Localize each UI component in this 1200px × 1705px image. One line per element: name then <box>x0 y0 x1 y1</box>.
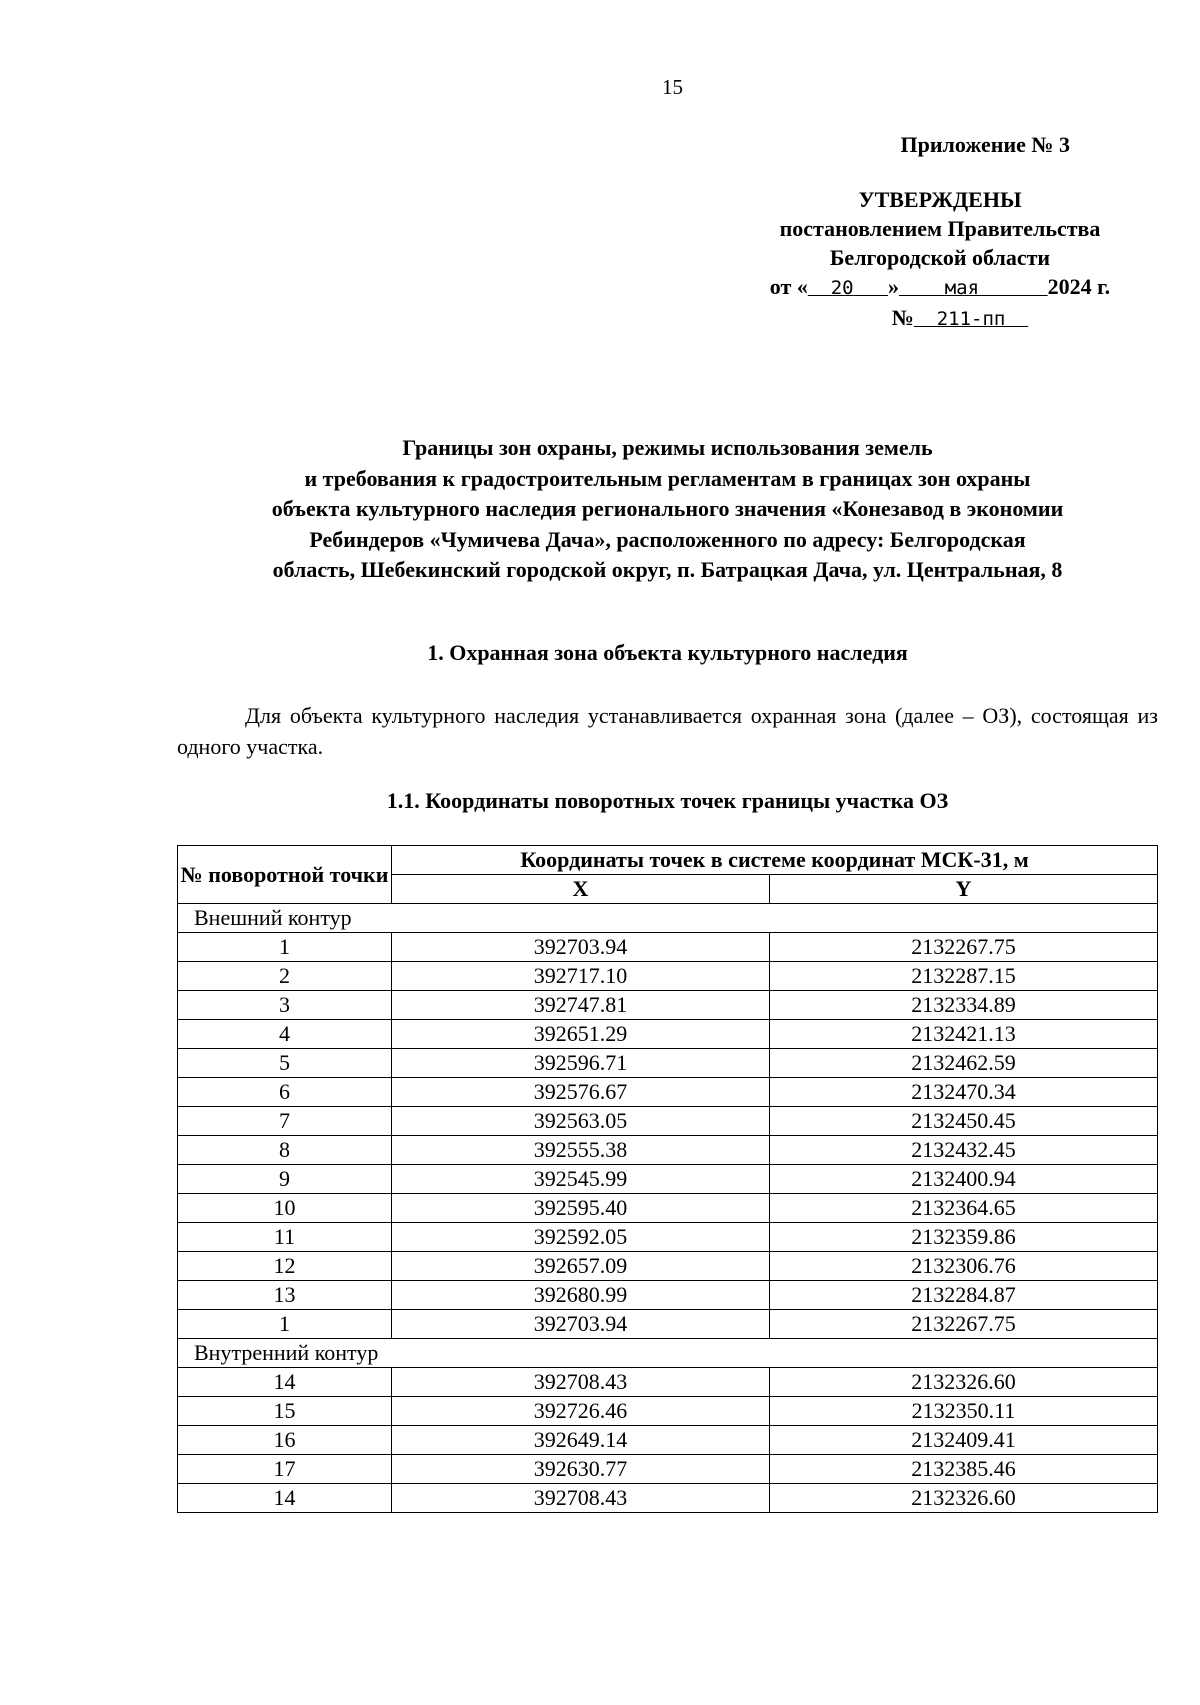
y-cell: 2132267.75 <box>770 1310 1158 1339</box>
y-cell: 2132385.46 <box>770 1455 1158 1484</box>
x-cell: 392726.46 <box>392 1397 770 1426</box>
table-row <box>178 1281 1158 1310</box>
point-number-cell: 14 <box>178 1484 392 1513</box>
x-cell: 392576.67 <box>392 1078 770 1107</box>
point-number-cell: 4 <box>178 1020 392 1049</box>
header-point-number: № поворотной точки <box>178 846 392 904</box>
point-number-cell: 14 <box>178 1368 392 1397</box>
point-number-cell: 6 <box>178 1078 392 1107</box>
title-line: и требования к градостроительным регламентам в границах зон охраны <box>304 465 1031 491</box>
x-cell: 392747.81 <box>392 991 770 1020</box>
approved-heading: УТВЕРЖДЕНЫ <box>858 187 1022 212</box>
point-number-cell: 15 <box>178 1397 392 1426</box>
date-mid: » <box>887 274 899 299</box>
x-cell: 392649.14 <box>392 1426 770 1455</box>
document-title <box>177 433 1158 586</box>
x-cell: 392651.29 <box>392 1020 770 1049</box>
table-row <box>178 991 1158 1020</box>
title-line: Ребиндеров «Чумичева Дача», расположенного по адресу: Белгородская <box>309 526 1026 552</box>
table-row <box>178 1368 1158 1397</box>
y-cell: 2132432.45 <box>770 1136 1158 1165</box>
y-cell: 2132462.59 <box>770 1049 1158 1078</box>
table-row <box>178 1426 1158 1455</box>
title-line: Границы зон охраны, режимы использования земель <box>402 435 933 460</box>
x-cell: 392563.05 <box>392 1107 770 1136</box>
table-row <box>178 1107 1158 1136</box>
y-cell: 2132306.76 <box>770 1252 1158 1281</box>
x-cell: 392596.71 <box>392 1049 770 1078</box>
y-cell: 2132284.87 <box>770 1281 1158 1310</box>
date-day: 20 <box>830 277 854 299</box>
point-number-cell: 2 <box>178 962 392 991</box>
table-row <box>178 1252 1158 1281</box>
section-1-paragraph: Для объекта культурного наследия устанавливается охранная зона (далее – ОЗ), состоящая из одного участка. <box>177 703 1158 759</box>
approved-by-line2: Белгородской области <box>829 245 1051 270</box>
header-y: Y <box>770 875 1158 904</box>
y-cell: 2132326.60 <box>770 1484 1158 1513</box>
x-cell: 392630.77 <box>392 1455 770 1484</box>
x-cell: 392717.10 <box>392 962 770 991</box>
point-number-cell: 17 <box>178 1455 392 1484</box>
x-cell: 392708.43 <box>392 1368 770 1397</box>
y-cell: 2132287.15 <box>770 962 1158 991</box>
table-row <box>178 1310 1158 1339</box>
y-cell: 2132334.89 <box>770 991 1158 1020</box>
point-number-cell: 1 <box>178 933 392 962</box>
number-value: 211-пп <box>936 308 1006 330</box>
table-row <box>178 1397 1158 1426</box>
title-line: объекта культурного наследия регионального значения «Конезавод в экономии <box>271 496 1064 521</box>
number-prefix: № <box>891 305 914 330</box>
coordinates-table <box>177 845 1158 1513</box>
date-month: мая <box>944 277 980 299</box>
x-cell: 392657.09 <box>392 1252 770 1281</box>
y-cell: 2132470.34 <box>770 1078 1158 1107</box>
header-x: X <box>392 875 770 904</box>
point-number-cell: 10 <box>178 1194 392 1223</box>
point-number-cell: 1 <box>178 1310 392 1339</box>
x-cell: 392545.99 <box>392 1165 770 1194</box>
x-cell: 392555.38 <box>392 1136 770 1165</box>
title-line: область, Шебекинский городской округ, п. Батрацкая Дача, ул. Центральная, 8 <box>272 557 1063 582</box>
x-cell: 392708.43 <box>392 1484 770 1513</box>
contour-label: Внешний контур <box>178 904 1158 933</box>
table-row <box>178 1049 1158 1078</box>
section-1-1-heading: 1.1. Координаты поворотных точек границы участка ОЗ <box>386 788 949 813</box>
date-year: 2024 г. <box>1047 274 1111 299</box>
approved-by-line1: постановлением Правительства <box>779 216 1101 241</box>
y-cell: 2132359.86 <box>770 1223 1158 1252</box>
y-cell: 2132400.94 <box>770 1165 1158 1194</box>
x-cell: 392680.99 <box>392 1281 770 1310</box>
table-row <box>178 1020 1158 1049</box>
approval-number <box>700 303 1180 334</box>
point-number-cell: 13 <box>178 1281 392 1310</box>
contour-group-row <box>178 1339 1158 1368</box>
point-number-cell: 7 <box>178 1107 392 1136</box>
point-number-cell: 11 <box>178 1223 392 1252</box>
table-row <box>178 1194 1158 1223</box>
x-cell: 392703.94 <box>392 933 770 962</box>
point-number-cell: 5 <box>178 1049 392 1078</box>
date-prefix: от « <box>769 274 808 299</box>
point-number-cell: 9 <box>178 1165 392 1194</box>
point-number-cell: 12 <box>178 1252 392 1281</box>
y-cell: 2132409.41 <box>770 1426 1158 1455</box>
table-row <box>178 962 1158 991</box>
table-row <box>178 1455 1158 1484</box>
x-cell: 392703.94 <box>392 1310 770 1339</box>
y-cell: 2132350.11 <box>770 1397 1158 1426</box>
section-1-heading: 1. Охранная зона объекта культурного наследия <box>427 640 908 665</box>
contour-group-row <box>178 904 1158 933</box>
y-cell: 2132364.65 <box>770 1194 1158 1223</box>
point-number-cell: 3 <box>178 991 392 1020</box>
x-cell: 392592.05 <box>392 1223 770 1252</box>
approval-block <box>700 130 1180 334</box>
y-cell: 2132450.45 <box>770 1107 1158 1136</box>
approval-date <box>700 272 1180 303</box>
point-number-cell: 8 <box>178 1136 392 1165</box>
table-row <box>178 1484 1158 1513</box>
table-row <box>178 1223 1158 1252</box>
contour-label: Внутренний контур <box>178 1339 1158 1368</box>
header-coordinates: Координаты точек в системе координат МСК-31, м <box>392 846 1158 875</box>
x-cell: 392595.40 <box>392 1194 770 1223</box>
table-row <box>178 933 1158 962</box>
table-row <box>178 1078 1158 1107</box>
point-number-cell: 16 <box>178 1426 392 1455</box>
page-number: 15 <box>662 75 683 99</box>
appendix-label: Приложение № 3 <box>900 132 1070 157</box>
y-cell: 2132421.13 <box>770 1020 1158 1049</box>
table-row <box>178 1165 1158 1194</box>
y-cell: 2132326.60 <box>770 1368 1158 1397</box>
y-cell: 2132267.75 <box>770 933 1158 962</box>
table-row <box>178 1136 1158 1165</box>
